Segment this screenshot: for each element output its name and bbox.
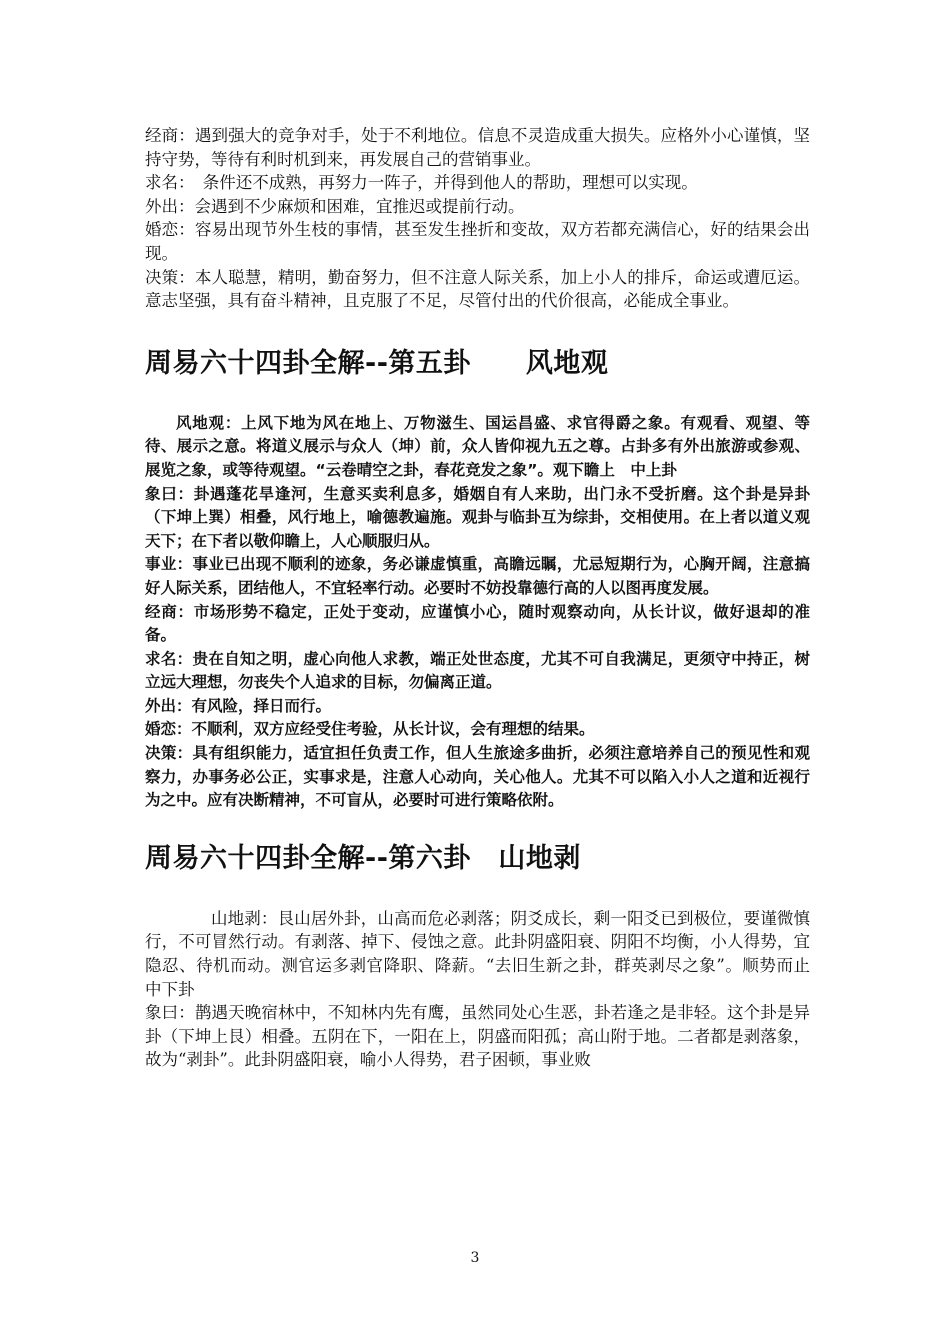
paragraph-qiuming: 求名：贵在自知之明，虚心向他人求教，端正处世态度，尤其不可自我满足，更须守中持正，树立远大理想，勿丧失个人追求的目标，勿偏离正道。 <box>145 649 810 692</box>
paragraph-waichu: 外出：会遇到不少麻烦和困难，宜推迟或提前行动。 <box>145 196 525 216</box>
paragraph-jingshang: 经商：市场形势不稳定，正处于变动，应谨慎小心，随时观察动向，从长计议，做好退却的准备。 <box>145 602 810 645</box>
paragraph-hunlian: 婚恋：容易出现节外生枝的事情，甚至发生挫折和变故，双方若都充满信心，好的结果会出现。 <box>145 220 810 263</box>
page-number: 3 <box>470 1250 480 1266</box>
paragraph-jingshang: 经商：遇到强大的竞争对手，处于不利地位。信息不灵造成重大损失。应格外小心谨慎，坚持守势，等待有利时机到来，再发展自己的营销事业。 <box>145 126 810 169</box>
section-heading-sixth-hexagram: 周易六十四卦全解--第六卦 山地剥 <box>145 842 581 874</box>
section-heading-fifth-hexagram: 周易六十四卦全解--第五卦 风地观 <box>145 347 609 379</box>
document-page <box>145 124 827 1072</box>
paragraph-shandibo-intro: 山地剥：艮山居外卦，山高而危必剥落；阴爻成长，剩一阳爻已到极位，要谨微慎行，不可冒然行动。有剥落、掉下、侵蚀之意。此卦阴盛阳衰、阴阳不均衡，小人得势，宜隐忍、待机而动。测官运多剥官降职、降薪。“去旧生新之卦，群英剥尽之象”。顺势而止 中下卦 <box>145 908 827 999</box>
paragraph-xiang: 象曰：鹊遇天晚宿林中，不知林内先有鹰，虽然同处心生恶，卦若逢之是非轻。这个卦是异卦（下坤上艮）相叠。五阴在下，一阳在上，阴盛而阳孤；高山附于地。二者都是剥落象，故为“剥卦”。此卦阴盛阳衰，喻小人得势，君子困顿，事业败 <box>145 1003 810 1070</box>
paragraph-hunlian: 婚恋：不顺利，双方应经受住考验，从长计议，会有理想的结果。 <box>145 720 595 739</box>
paragraph-juece: 决策：本人聪慧，精明，勤奋努力，但不注意人际关系，加上小人的排斥，命运或遭厄运。意志坚强，具有奋斗精神，且克服了不足，尽管付出的代价很高，必能成全事业。 <box>145 267 810 311</box>
paragraph-xiang: 象曰：卦遇蓬花旱逢河，生意买卖利息多，婚姻自有人来助，出门永不受折磨。这个卦是异卦（下坤上巽）相叠，风行地上，喻德教遍施。观卦与临卦互为综卦，交相使用。在上者以道义观天下；在下者以敬仰瞻上，人心顺服归从。 <box>145 484 810 550</box>
paragraph-fengdiguan-intro: 风地观：上风下地为风在地上、万物滋生、国运昌盛、求官得爵之象。有观看、观望、等待、展示之意。将道义展示与众人（坤）前，众人皆仰视九五之尊。占卦多有外出旅游或参观、展览之象，或等待观望。“云卷晴空之卦，春花竞发之象”。观下瞻上 中上卦 <box>145 413 810 479</box>
paragraph-juece: 决策：具有组织能力，适宜担任负责工作，但人生旅途多曲折，必须注意培养自己的预见性和观察力，办事务必公正，实事求是，注意人心动向，关心他人。尤其不可以陷入小人之道和近视行为之中。应有决断精神，不可盲从，必要时可进行策略依附。 <box>145 744 810 810</box>
paragraph-waichu: 外出：有风险，择日而行。 <box>145 696 332 715</box>
paragraph-shiye: 事业：事业已出现不顺利的迹象，务必谦虚慎重，高瞻远瞩，尤忌短期行为，心胸开阔，注意搞好人际关系，团结他人，不宜轻率行动。必要时不妨投靠德行高的人以图再度发展。 <box>145 555 810 597</box>
paragraph-qiuming: 求名： 条件还不成熟，再努力一阵子，并得到他人的帮助，理想可以实现。 <box>145 173 698 193</box>
